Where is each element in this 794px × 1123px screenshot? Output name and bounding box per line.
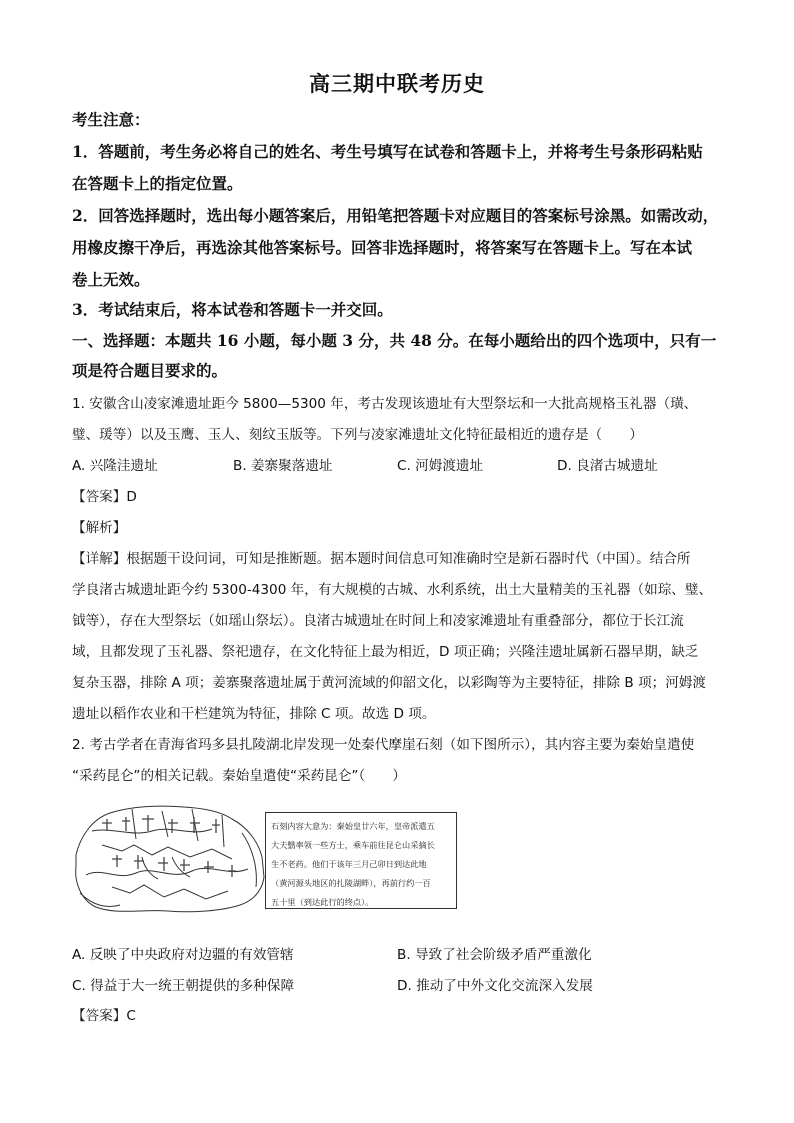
q2-stem: 2. 考古学者在青海省玛多县扎陵湖北岸发现一处秦代摩崖石刻（如下图所示），其内容主要为秦始皇遣使 bbox=[72, 737, 695, 753]
answer-value: C bbox=[126, 1008, 136, 1024]
notice-line: 2．回答选择题时，选出每小题答案后，用铅笔把答题卡对应题目的答案标号涂黑。如需改动， bbox=[72, 206, 719, 225]
page-title: 高三期中联考历史 bbox=[309, 71, 485, 96]
q2-option-b: B. 导致了社会阶级矛盾严重激化 bbox=[397, 947, 592, 963]
inscription-line: 五十里（到达此行的终点）。 bbox=[271, 897, 374, 907]
q1-detail: 钺等），存在大型祭坛（如瑶山祭坛）。良渚古城遗址在时间上和凌家滩遗址有重叠部分，都位于长江流 bbox=[72, 613, 684, 629]
notice-line: 卷上无效。 bbox=[72, 270, 150, 289]
q1-detail: 域，且都发现了玉礼器、祭祀遗存，在文化特征上最为相近，D 项正确；兴隆洼遗址属新石器早期，缺乏 bbox=[72, 644, 699, 660]
q1-option-b: B. 姜寨聚落遗址 bbox=[233, 458, 333, 474]
q1-stem: 1. 安徽含山凌家滩遗址距今 5800—5300 年，考古发现该遗址有大型祭坛和一大批高规格玉礼器（璜、 bbox=[72, 396, 698, 412]
answer-label: 【答案】 bbox=[72, 1008, 127, 1024]
q2-option-d: D. 推动了中外文化交流深入发展 bbox=[397, 978, 593, 994]
section-heading: 一、选择题：本题共 16 小题，每小题 3 分，共 48 分。在每小题给出的四个选项中，只有一 bbox=[72, 331, 717, 350]
inscription-line: 大夫翳率领一些方士，乘车前往昆仑山采摘长 bbox=[271, 840, 435, 850]
q1-answer bbox=[72, 485, 137, 505]
q1-detail: 复杂玉器，排除 A 项；姜寨聚落遗址属于黄河流域的仰韶文化，以彩陶等为主要特征，排除 B 项；河姆渡 bbox=[72, 675, 707, 691]
q1-detail: 【详解】根据题干设问词，可知是推断题。据本题时间信息可知准确时空是新石器时代（中国）。结合所 bbox=[72, 551, 691, 567]
rock-outline-drawing bbox=[76, 806, 264, 912]
q2-answer bbox=[72, 1004, 136, 1024]
q1-analysis-label: 【解析】 bbox=[72, 520, 127, 536]
q1-detail: 遗址以稻作农业和干栏建筑为特征，排除 C 项。故选 D 项。 bbox=[72, 706, 436, 722]
q1-option-a: A. 兴隆洼遗址 bbox=[72, 458, 158, 474]
q2-stem: “采药昆仑”的相关记载。秦始皇遣使“采药昆仑”（ ） bbox=[72, 768, 407, 784]
q1-detail: 学良渚古城遗址距今约 5300-4300 年，有大规模的古城、水利系统，出土大量精美的玉礼器（如琮、璧、 bbox=[72, 582, 713, 598]
section-heading: 项是符合题目要求的。 bbox=[72, 361, 228, 380]
q2-option-c: C. 得益于大一统王朝提供的多种保障 bbox=[72, 978, 295, 994]
inscription-line: 生不老药。他们于该年三月己卯日到达此地 bbox=[271, 859, 427, 869]
q2-option-a: A. 反映了中央政府对边疆的有效管辖 bbox=[72, 947, 294, 963]
notice-line: 1．答题前，考生务必将自己的姓名、考生号填写在试卷和答题卡上，并将考生号条形码粘贴 bbox=[72, 142, 703, 161]
notice-line: 3．考试结束后，将本试卷和答题卡一并交回。 bbox=[72, 300, 393, 319]
inscription-line: （黄河源头地区的扎陵湖畔），再前行约一百 bbox=[271, 878, 431, 888]
notice-line: 在答题卡上的指定位置。 bbox=[72, 174, 243, 193]
inscription-box bbox=[265, 812, 457, 909]
notice-heading: 考生注意： bbox=[72, 110, 150, 129]
answer-value: D bbox=[126, 489, 137, 505]
q1-stem: 璧、瑗等）以及玉鹰、玉人、刻纹玉版等。下列与凌家滩遗址文化特征最相近的遗存是（ ） bbox=[72, 427, 643, 443]
notice-line: 用橡皮擦干净后，再选涂其他答案标号。回答非选择题时，将答案写在答题卡上。写在本试 bbox=[72, 238, 693, 257]
q1-option-c: C. 河姆渡遗址 bbox=[397, 458, 484, 474]
inscription-line: 石刻内容大意为：秦始皇廿六年，皇帝派遣五 bbox=[271, 821, 435, 831]
carved-marks bbox=[102, 815, 236, 877]
q1-option-d: D. 良渚古城遗址 bbox=[557, 458, 658, 474]
answer-label: 【答案】 bbox=[72, 489, 127, 505]
